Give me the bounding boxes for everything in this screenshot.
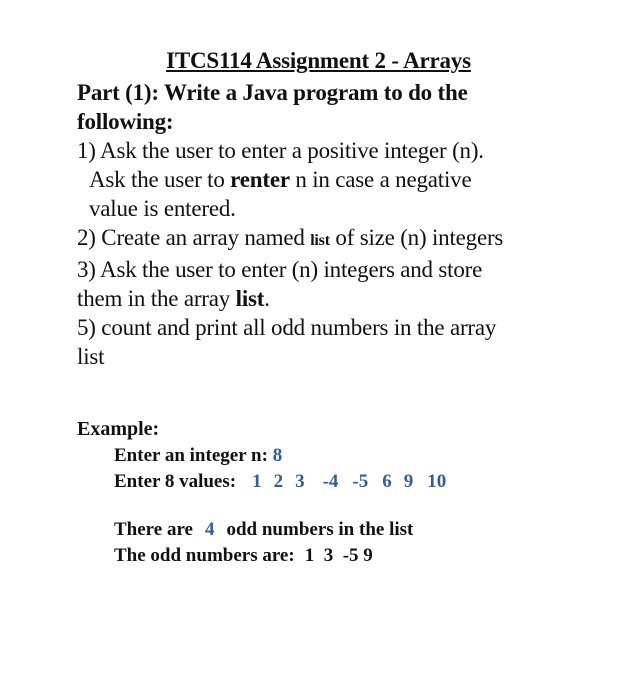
item3-line2-pre: them in the array — [77, 286, 236, 311]
example-prompt-values: Enter 8 values: — [114, 471, 237, 492]
example-odd-row — [114, 543, 446, 569]
item1-line2-pre: Ask the user to — [89, 167, 231, 192]
part1-heading-line1: Part (1): Write a Java program to do the — [77, 80, 468, 105]
example-value: 10 — [427, 471, 447, 492]
part1-body — [77, 78, 577, 371]
example-count-post: odd numbers in the list — [226, 519, 414, 540]
example-count-row — [114, 517, 446, 543]
item1-line3: value is entered. — [89, 196, 236, 221]
example-label: Example: — [77, 418, 160, 440]
item1-line2 — [77, 165, 577, 194]
example-n-value: 8 — [272, 445, 283, 466]
part1-heading-line2: following: — [77, 109, 174, 134]
item5-line2: list — [77, 344, 105, 369]
example-value: -4 — [322, 471, 339, 492]
example-values-row — [114, 469, 446, 495]
item2-keyword-list: list — [310, 232, 330, 249]
item1-line2-post: n in case a negative — [289, 167, 472, 192]
example-value: 6 — [382, 471, 392, 492]
item3-line2 — [77, 284, 577, 313]
item3-line2-post: . — [264, 286, 270, 311]
example-value: 9 — [403, 471, 414, 492]
assignment-title: ITCS114 Assignment 2 - Arrays — [166, 48, 471, 73]
example-odd-label: The odd numbers are: — [114, 545, 295, 566]
example-value: -5 — [352, 471, 369, 492]
example-prompt-n-row — [114, 443, 446, 469]
example-value: 1 — [252, 471, 262, 492]
example-value: 3 — [295, 471, 305, 492]
example-odd-values: 1 3 -5 9 — [304, 545, 373, 566]
item3-line1: 3) Ask the user to enter (n) integers and store — [77, 257, 483, 282]
item2-pre: 2) Create an array named — [77, 225, 311, 250]
item2-post: of size (n) integers — [329, 225, 504, 250]
example-prompt-n: Enter an integer n: — [114, 445, 273, 466]
item5-line1: 5) count and print all odd numbers in the array — [77, 315, 497, 340]
item2-line — [77, 223, 577, 255]
example-output — [114, 443, 446, 569]
example-value: 2 — [273, 471, 284, 492]
example-count-pre: There are — [114, 519, 193, 540]
item3-keyword-list: list — [235, 286, 265, 311]
example-count-value: 4 — [204, 519, 215, 540]
item1-line1: 1) Ask the user to enter a positive integer (n). — [77, 138, 484, 163]
item1-keyword-renter: renter — [230, 167, 290, 192]
